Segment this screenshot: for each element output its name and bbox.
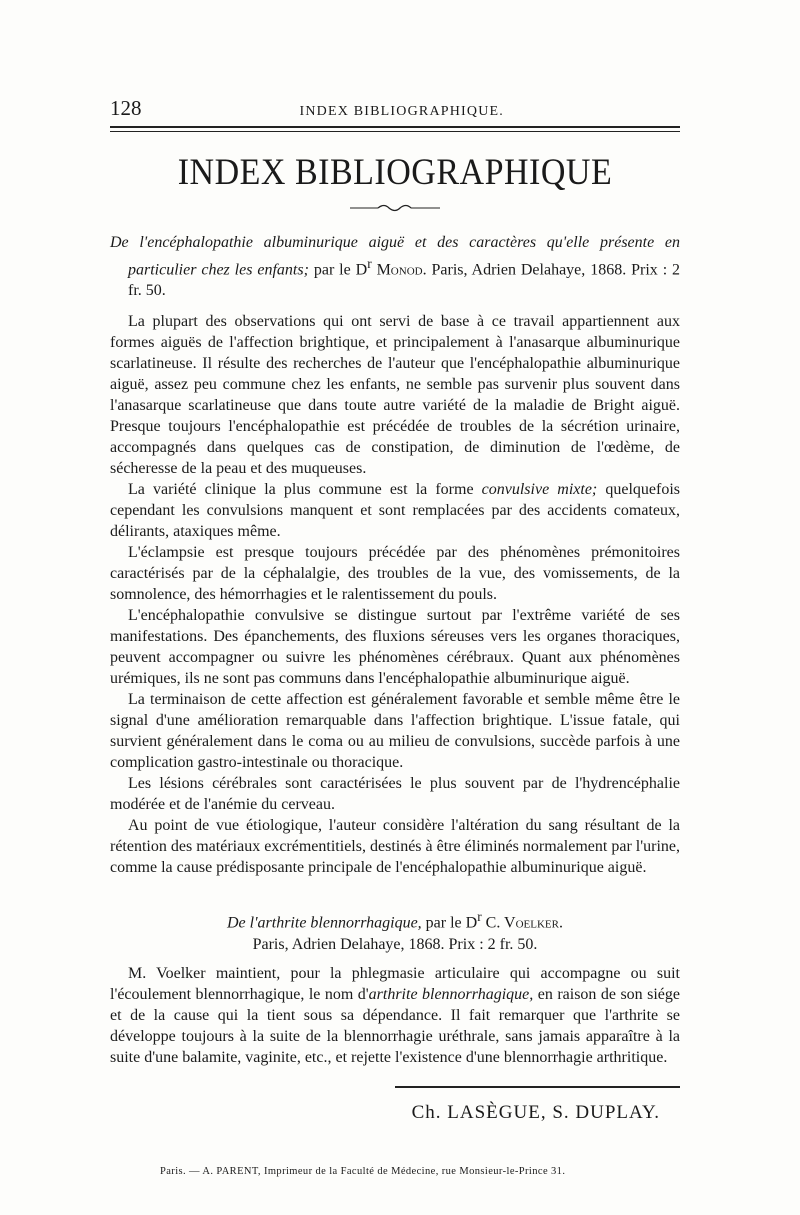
reference-2-by: par le D (425, 914, 478, 932)
paragraph-emphasis: convulsive mixte; (481, 481, 598, 499)
paragraph: Au point de vue étiologique, l'auteur considère l'altération du sang résultant de la rétention des matériaux excrémentitiels, destinés à être éliminés normalement par l'urine, comme la cause prédisposante principale de l'encéphalopathie albuminurique aiguë. (110, 817, 680, 877)
reference-1 (110, 232, 680, 301)
reference-2-title: De l'arthrite blennorrhagique, (227, 914, 422, 932)
reference-1-title: De l'encéphalopathie albuminurique aiguë et des caractères qu'elle présente en particulier chez les enfants; (110, 234, 680, 279)
paragraph (110, 963, 680, 1068)
review-2-body (110, 963, 680, 1068)
reference-2 (110, 906, 680, 954)
page-number: 128 (110, 96, 142, 120)
reference-1-author: Monod. (376, 261, 427, 279)
review-1-body (110, 311, 680, 878)
paragraph: L'éclampsie est presque toujours précédée par des phénomènes prémonitoires caractérisés par de la céphalalgie, des troubles de la vue, des vomissements, de la somnolence, des hémorrhagies et le ralentissement du pouls. (110, 544, 680, 604)
header-rule (110, 126, 680, 132)
reference-1-dr-sup: r (367, 256, 372, 271)
paragraph: Les lésions cérébrales sont caractérisées le plus souvent par de l'hydrencéphalie modérée et de l'anémie du cerveau. (110, 775, 680, 814)
running-title: INDEX BIBLIOGRAPHIQUE. (299, 104, 504, 119)
paragraph-text: M. Voelker maintient, pour la phlegmasie articulaire qui accompagne ou suit l'écoulement blennorrhagique, le nom d' (110, 964, 680, 1003)
signature: Ch. LASÈGUE, S. DUPLAY. (411, 1101, 660, 1123)
paragraph-text: quelquefois cependant les convulsions manquent et sont remplacées par des accidents comateux, délirants, ataxiques même. (110, 481, 681, 541)
paragraph-text: en raison de son siége et de la cause qui la tient sous sa dépendance. Il fait remarquer que l'arthrite se développe toujours à la suite de la blennorrhagie uréthrale, sans jamais apparaître à la suite d'une balamite, vaginite, etc., et rejette l'existence d'une blennorrhagie arthritique. (110, 985, 681, 1066)
reference-2-publisher: Paris, Adrien Delahaye, 1868. Prix : 2 fr. 50. (252, 935, 538, 953)
reference-1-publisher: Paris, Adrien Delahaye, 1868. Prix : 2 fr. 50. (128, 261, 681, 300)
paragraph (110, 479, 680, 542)
page-title: INDEX BIBLIOGRAPHIQUE (177, 152, 613, 193)
paragraph: La plupart des observations qui ont servi de base à ce travail appartiennent aux formes aiguës de l'affection brightique, et principalement à l'anasarque albuminurique scarlatineuse. Il résulte des recherches de l'auteur que l'encéphalopathie albuminurique aiguë, assez peu commune chez les enfants, ne semble pas survenir plus souvent dans l'anasarque scarlatineuse que dans toute autre variété de la maladie de Bright aiguë. Presque toujours l'encéphalopathie est précédée de troubles de la sécrétion urinaire, accompagnés dans quelques cas de constipation, de diminution de l'œdème, de sécheresse de la peau et des muqueuses. (110, 313, 680, 478)
signature-rule (395, 1086, 680, 1088)
reference-2-author: C. Voelker. (485, 914, 563, 932)
printer-imprint: Paris. — A. PARENT, Imprimeur de la Faculté de Médecine, rue Monsieur-le-Prince 31. (160, 1166, 566, 1177)
paragraph: La terminaison de cette affection est généralement favorable et semble même être le signal d'une amélioration remarquable dans l'affection brightique. L'issue fatale, qui survient généralement dans le coma ou au milieu de convulsions, succède parfois à une complication gastro-intestinale ou thoracique. (110, 691, 680, 772)
paragraph-text: La variété clinique la plus commune est la forme (128, 481, 474, 499)
paragraph-emphasis: arthrite blennorrhagique, (368, 985, 534, 1003)
running-head (110, 96, 680, 120)
reference-2-dr-sup: r (477, 909, 482, 925)
reference-1-by: par le D (313, 261, 368, 279)
ornament-divider (110, 200, 680, 218)
paragraph: L'encéphalopathie convulsive se distingue surtout par l'extrême variété de ses manifestations. Des épanchements, des fluxions séreuses vers les organes thoraciques, peuvent accompagner ou suivre les phénomènes cérébraux. Quant aux phénomènes urémiques, ils ne sont pas communs dans l'encéphalopathie albuminurique aiguë. (110, 607, 680, 688)
page (110, 96, 680, 1124)
